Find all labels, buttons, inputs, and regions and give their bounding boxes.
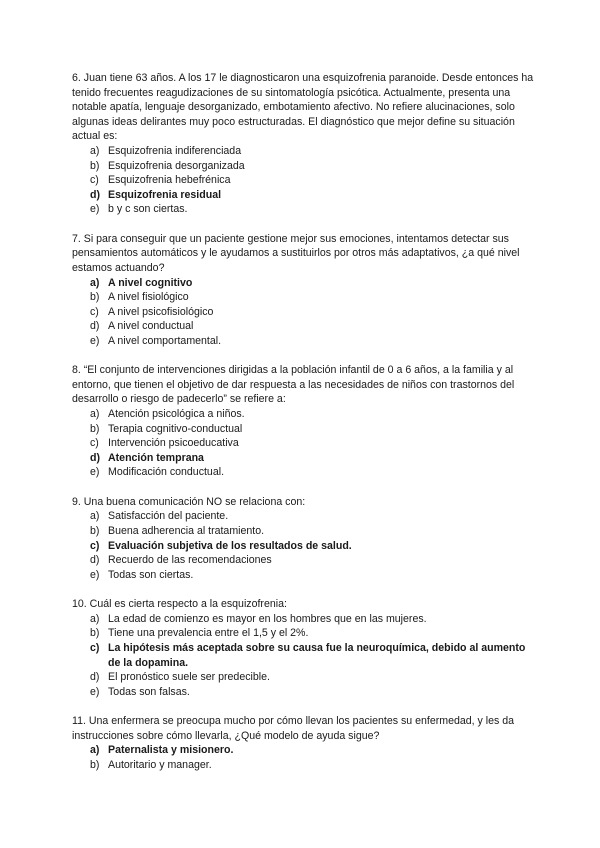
option-letter: c) xyxy=(90,539,100,552)
question-block xyxy=(72,363,540,480)
question-stem: 7. Si para conseguir que un paciente gestione mejor sus emociones, intentamos detectar sus pensamientos automáticos y le ayudamos a sustituirlos por otros más adaptativos, ¿a qué nivel estamos actuando? xyxy=(72,232,520,274)
answer-option xyxy=(72,612,540,627)
option-letter: b) xyxy=(90,627,100,640)
answer-option xyxy=(72,568,540,583)
option-letter: c) xyxy=(90,174,99,187)
answer-option xyxy=(72,670,540,685)
answer-option xyxy=(72,159,540,174)
answer-option xyxy=(72,758,540,773)
option-text: Todas son falsas. xyxy=(108,685,190,698)
option-text: Atención temprana xyxy=(108,451,204,464)
option-letter: c) xyxy=(90,305,99,318)
answer-option-list xyxy=(72,276,540,349)
question-stem: 10. Cuál es cierta respecto a la esquizofrenia: xyxy=(72,598,287,611)
option-text: A nivel comportamental. xyxy=(108,334,222,347)
option-text: Esquizofrenia residual xyxy=(108,188,222,201)
option-text: Esquizofrenia indiferenciada xyxy=(108,144,242,157)
answer-option xyxy=(72,626,540,641)
option-text: Tiene una prevalencia entre el 1,5 y el 2%. xyxy=(108,627,309,640)
option-letter: a) xyxy=(90,612,100,625)
option-letter: b) xyxy=(90,758,100,771)
answer-option xyxy=(72,305,540,320)
option-text: Satisfacción del paciente. xyxy=(108,510,229,523)
option-text: Recuerdo de las recomendaciones xyxy=(108,554,272,567)
option-text: Paternalista y misionero. xyxy=(108,744,234,757)
option-text: b y c son ciertas. xyxy=(108,203,188,216)
option-letter: b) xyxy=(90,525,100,538)
option-letter: e) xyxy=(90,466,100,479)
option-letter: a) xyxy=(90,408,100,421)
option-letter: e) xyxy=(90,568,100,581)
option-text: Modificación conductual. xyxy=(108,466,225,479)
option-letter: e) xyxy=(90,334,100,347)
answer-option-list xyxy=(72,612,540,700)
option-text: La hipótesis más aceptada sobre su causa fue la neuroquímica, debido al aumento de la dopamina. xyxy=(108,641,526,669)
option-letter: b) xyxy=(90,422,100,435)
answer-option xyxy=(72,524,540,539)
answer-option-correct xyxy=(72,641,540,670)
question-stem: 6. Juan tiene 63 años. A los 17 le diagnosticaron una esquizofrenia paranoide. Desde entonces ha tenido frecuentes reagudizaciones de su sintomatología psicótica. Actualmente, presenta una notable apatía, lenguaje desorganizado, embotamiento afectivo. No refiere alucinaciones, solo algunas ideas delirantes muy poco estructuradas. El diagnóstico que mejor define su situación actual es: xyxy=(72,72,534,143)
option-letter: b) xyxy=(90,291,100,304)
option-letter: a) xyxy=(90,144,100,157)
option-letter: d) xyxy=(90,554,100,567)
option-text: Buena adherencia al tratamiento. xyxy=(108,525,265,538)
option-text: Esquizofrenia desorganizada xyxy=(108,159,245,172)
option-text: Evaluación subjetiva de los resultados de salud. xyxy=(108,539,352,552)
option-letter: b) xyxy=(90,159,100,172)
question-list xyxy=(72,71,540,773)
option-text: A nivel cognitivo xyxy=(108,276,193,289)
option-text: A nivel psicofisiológico xyxy=(108,305,214,318)
answer-option-correct xyxy=(72,276,540,291)
option-text: Terapia cognitivo-conductual xyxy=(108,422,243,435)
question-block xyxy=(72,232,540,349)
answer-option-list xyxy=(72,407,540,480)
option-text: Esquizofrenia hebefrénica xyxy=(108,174,231,187)
option-letter: e) xyxy=(90,685,100,698)
option-letter: d) xyxy=(90,451,100,464)
option-text: A nivel fisiológico xyxy=(108,291,189,304)
answer-option-correct xyxy=(72,451,540,466)
answer-option xyxy=(72,436,540,451)
option-text: Autoritario y manager. xyxy=(108,758,212,771)
option-letter: d) xyxy=(90,188,100,201)
question-block xyxy=(72,495,540,583)
option-letter: c) xyxy=(90,641,100,654)
question-block xyxy=(72,714,540,772)
answer-option-list xyxy=(72,743,540,772)
question-block xyxy=(72,597,540,699)
answer-option-correct xyxy=(72,188,540,203)
option-letter: e) xyxy=(90,203,100,216)
answer-option xyxy=(72,202,540,217)
option-text: Intervención psicoeducativa xyxy=(108,437,239,450)
answer-option xyxy=(72,422,540,437)
answer-option xyxy=(72,553,540,568)
answer-option-correct xyxy=(72,743,540,758)
answer-option-list xyxy=(72,144,540,217)
option-letter: d) xyxy=(90,320,100,333)
option-text: Atención psicológica a niños. xyxy=(108,408,245,421)
answer-option xyxy=(72,509,540,524)
option-letter: a) xyxy=(90,744,100,757)
option-text: Todas son ciertas. xyxy=(108,568,194,581)
answer-option xyxy=(72,144,540,159)
option-letter: a) xyxy=(90,276,100,289)
question-block xyxy=(72,71,540,217)
option-letter: d) xyxy=(90,671,100,684)
question-stem: 9. Una buena comunicación NO se relaciona con: xyxy=(72,495,306,508)
answer-option xyxy=(72,685,540,700)
question-stem: 8. “El conjunto de intervenciones dirigidas a la población infantil de 0 a 6 años, a la familia y al entorno, que tienen el objetivo de dar respuesta a las necesidades de niños con trastornos del desarrollo o riesgo de padecerlo” se refiere a: xyxy=(72,364,515,406)
answer-option-correct xyxy=(72,539,540,554)
answer-option xyxy=(72,334,540,349)
answer-option xyxy=(72,407,540,422)
answer-option xyxy=(72,319,540,334)
option-letter: a) xyxy=(90,510,100,523)
option-text: La edad de comienzo es mayor en los hombres que en las mujeres. xyxy=(108,612,427,625)
question-stem: 11. Una enfermera se preocupa mucho por cómo llevan los pacientes su enfermedad, y les da instrucciones sobre cómo llevarla, ¿Qué modelo de ayuda sigue? xyxy=(72,715,515,742)
answer-option xyxy=(72,290,540,305)
option-text: A nivel conductual xyxy=(108,320,194,333)
answer-option-list xyxy=(72,509,540,582)
option-text: El pronóstico suele ser predecible. xyxy=(108,671,270,684)
answer-option xyxy=(72,465,540,480)
option-letter: c) xyxy=(90,437,99,450)
answer-option xyxy=(72,173,540,188)
